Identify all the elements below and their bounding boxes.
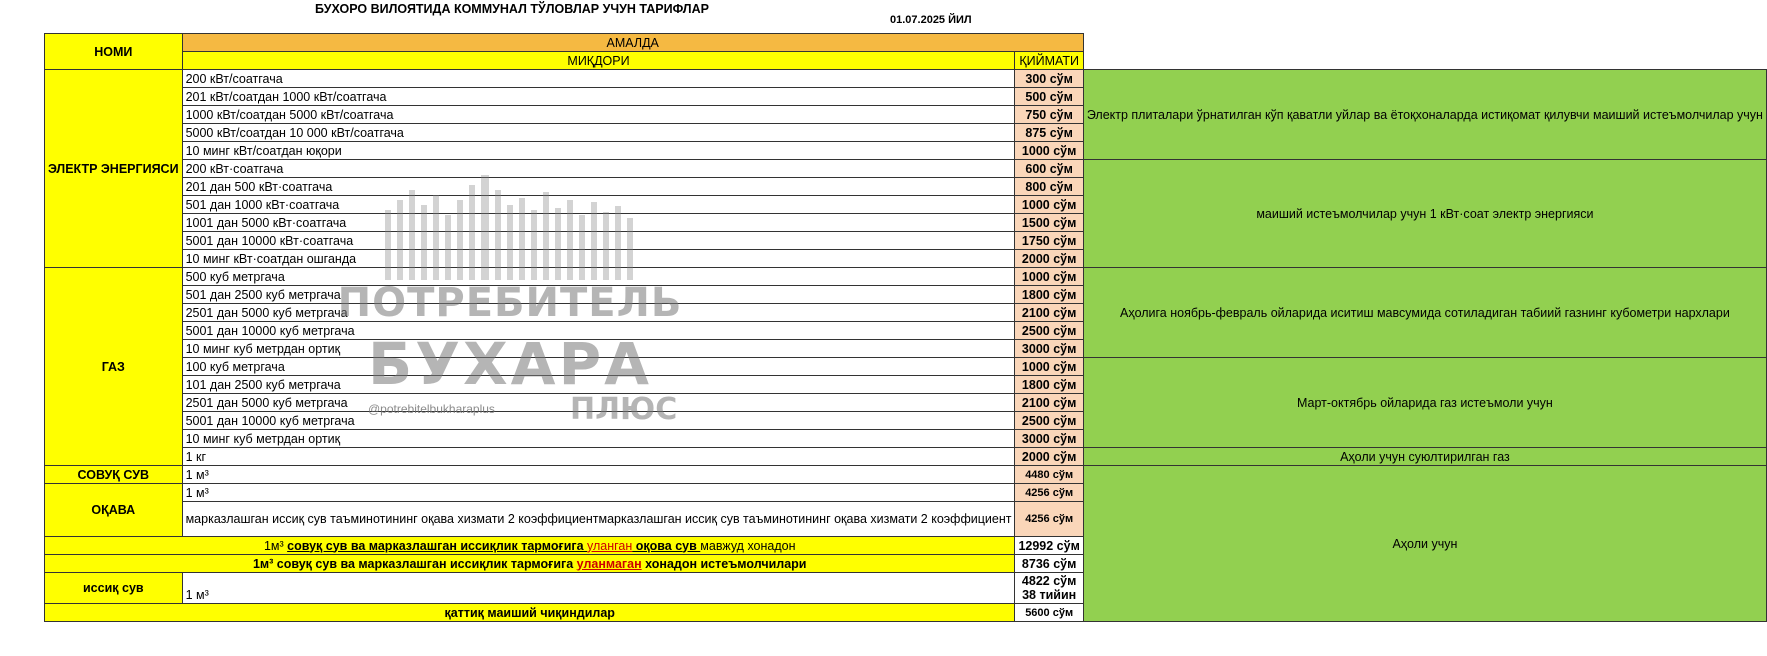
tariff-price: 2000 сўм xyxy=(1015,448,1083,466)
tariff-item: 10 минг куб метрдан ортиқ xyxy=(182,340,1015,358)
tariff-price: 4822 сўм 38 тийин xyxy=(1015,573,1083,604)
tariff-item: 5000 кВт/соатдан 10 000 кВт/соатгача xyxy=(182,124,1015,142)
summary-not-connected: 1м³ совуқ сув ва марказлашган иссиқлик тармоғига уланмаган хонадон истеъмолчилари xyxy=(45,555,1015,573)
watermark-handle: @potrebitelbukharaplus xyxy=(368,402,495,416)
tariff-item: 501 дан 2500 куб метргача xyxy=(182,286,1015,304)
tariff-price: 1000 сўм xyxy=(1015,358,1083,376)
date-label: 01.07.2025 ЙИЛ xyxy=(890,14,972,26)
note-household-electricity: маиший истеъмолчилар учун 1 кВт·соат электр энергияси xyxy=(1083,160,1766,268)
tariff-item: 5001 дан 10000 куб метргача xyxy=(182,412,1015,430)
tariff-price: 1750 сўм xyxy=(1015,232,1083,250)
tariff-price: 1000 сўм xyxy=(1015,196,1083,214)
watermark-line4: ПЛЮС xyxy=(570,392,678,427)
tariff-price: 2000 сўм xyxy=(1015,250,1083,268)
category-gas: ГАЗ xyxy=(45,268,183,466)
tariff-price: 1500 сўм xyxy=(1015,214,1083,232)
header-miqdori: МИҚДОРИ xyxy=(182,52,1015,70)
tariff-price: 2100 сўм xyxy=(1015,304,1083,322)
note-lpg: Аҳоли учун суюлтирилган газ xyxy=(1083,448,1766,466)
tariff-price: 1800 сўм xyxy=(1015,376,1083,394)
tariff-item: 2501 дан 5000 куб метргача xyxy=(182,394,1015,412)
tariff-price: 800 сўм xyxy=(1015,178,1083,196)
tariff-item: марказлашган иссиқ сув таъминотининг оқава хизмати 2 коэффициентмарказлашган иссиқ сув таъминотининг оқава хизмати 2 коэффициент xyxy=(182,502,1015,537)
watermark-line1: ПОТРЕБИТЕЛЬ xyxy=(337,280,683,326)
note-population: Аҳоли учун xyxy=(1083,466,1766,622)
tariff-price: 1000 сўм xyxy=(1015,268,1083,286)
tariff-price: 1000 сўм xyxy=(1015,142,1083,160)
category-hot-water: иссиқ сув xyxy=(45,573,183,604)
table-row xyxy=(45,466,1767,484)
tariff-price: 875 сўм xyxy=(1015,124,1083,142)
page-title: БУХОРО ВИЛОЯТИДА КОММУНАЛ ТЎЛОВЛАР УЧУН ТАРИФЛАР xyxy=(315,2,709,16)
category-sewage: ОҚАВА xyxy=(45,484,183,537)
tariff-price: 4256 сўм xyxy=(1015,484,1083,502)
tariff-price: 2500 сўм xyxy=(1015,322,1083,340)
tariff-price: 5600 сўм xyxy=(1015,604,1083,622)
tariff-price: 300 сўм xyxy=(1015,70,1083,88)
tariff-item: 1 м³ xyxy=(182,484,1015,502)
table-row xyxy=(45,358,1767,376)
tariff-item: 101 дан 2500 куб метргача xyxy=(182,376,1015,394)
tariff-item: 1 кг xyxy=(182,448,1015,466)
tariff-price: 4256 сўм xyxy=(1015,502,1083,537)
category-electricity: ЭЛЕКТР ЭНЕРГИЯСИ xyxy=(45,70,183,268)
tariff-item: 1001 дан 5000 кВт·соатгача xyxy=(182,214,1015,232)
table-row xyxy=(45,448,1767,466)
note-winter-gas: Аҳолига ноябрь-февраль ойларида иситиш мавсумида сотиладиган табиий газнинг кубометри нархлари xyxy=(1083,268,1766,358)
tariff-item: 5001 дан 10000 кВт·соатгача xyxy=(182,232,1015,250)
tariff-item: 10 минг куб метрдан ортиқ xyxy=(182,430,1015,448)
tariff-price: 750 сўм xyxy=(1015,106,1083,124)
note-summer-gas: Март-октябрь ойларида газ истеъмоли учун xyxy=(1083,358,1766,448)
solid-waste-label: қаттиқ маиший чиқиндилар xyxy=(45,604,1015,622)
tariff-item: 200 кВт/соатгача xyxy=(182,70,1015,88)
tariff-item: 501 дан 1000 кВт·соатгача xyxy=(182,196,1015,214)
summary-connected: 1м³ совуқ сув ва марказлашган иссиқлик тармоғига уланган оқова сув мавжуд хонадон xyxy=(45,537,1015,555)
tariff-price: 2100 сўм xyxy=(1015,394,1083,412)
tariff-item: 10 минг кВт/соатдан юқори xyxy=(182,142,1015,160)
tariff-item: 1 м³ xyxy=(182,573,1015,604)
tariff-price: 3000 сўм xyxy=(1015,340,1083,358)
tariff-price: 2500 сўм xyxy=(1015,412,1083,430)
note-electric-stoves: Электр плиталари ўрнатилган кўп қаватли уйлар ва ётоқхоналарда истиқомат қилувчи маиший истеъмолчилар учун xyxy=(1083,70,1766,160)
header-row-1 xyxy=(45,34,1767,52)
tariff-item: 201 дан 500 кВт·соатгача xyxy=(182,178,1015,196)
category-cold-water: СОВУҚ СУВ xyxy=(45,466,183,484)
tariff-price: 1800 сўм xyxy=(1015,286,1083,304)
header-blank xyxy=(1083,34,1766,70)
tariff-item: 5001 дан 10000 куб метргача xyxy=(182,322,1015,340)
summary-price: 12992 сўм xyxy=(1015,537,1083,555)
tariff-price: 3000 сўм xyxy=(1015,430,1083,448)
header-amalda: АМАЛДА xyxy=(182,34,1083,52)
summary-price: 8736 сўм xyxy=(1015,555,1083,573)
tariff-price: 4480 сўм xyxy=(1015,466,1083,484)
watermark-line2: БУХАРА xyxy=(368,330,652,398)
table-row xyxy=(45,160,1767,178)
tariff-table xyxy=(44,33,1767,622)
tariff-item: 1000 кВт/соатдан 5000 кВт/соатгача xyxy=(182,106,1015,124)
tariff-price: 500 сўм xyxy=(1015,88,1083,106)
tariff-price: 600 сўм xyxy=(1015,160,1083,178)
tariff-item: 201 кВт/соатдан 1000 кВт/соатгача xyxy=(182,88,1015,106)
header-nomi: НОМИ xyxy=(45,34,183,70)
header-qiymati: ҚИЙМАТИ xyxy=(1015,52,1083,70)
tariff-item: 500 куб метргача xyxy=(182,268,1015,286)
table-row xyxy=(45,70,1767,88)
tariff-item: 100 куб метргача xyxy=(182,358,1015,376)
table-row xyxy=(45,268,1767,286)
tariff-item: 1 м³ xyxy=(182,466,1015,484)
tariff-item: 2501 дан 5000 куб метргача xyxy=(182,304,1015,322)
tariff-item: 10 минг кВт·соатдан ошганда xyxy=(182,250,1015,268)
tariff-item: 200 кВт·соатгача xyxy=(182,160,1015,178)
